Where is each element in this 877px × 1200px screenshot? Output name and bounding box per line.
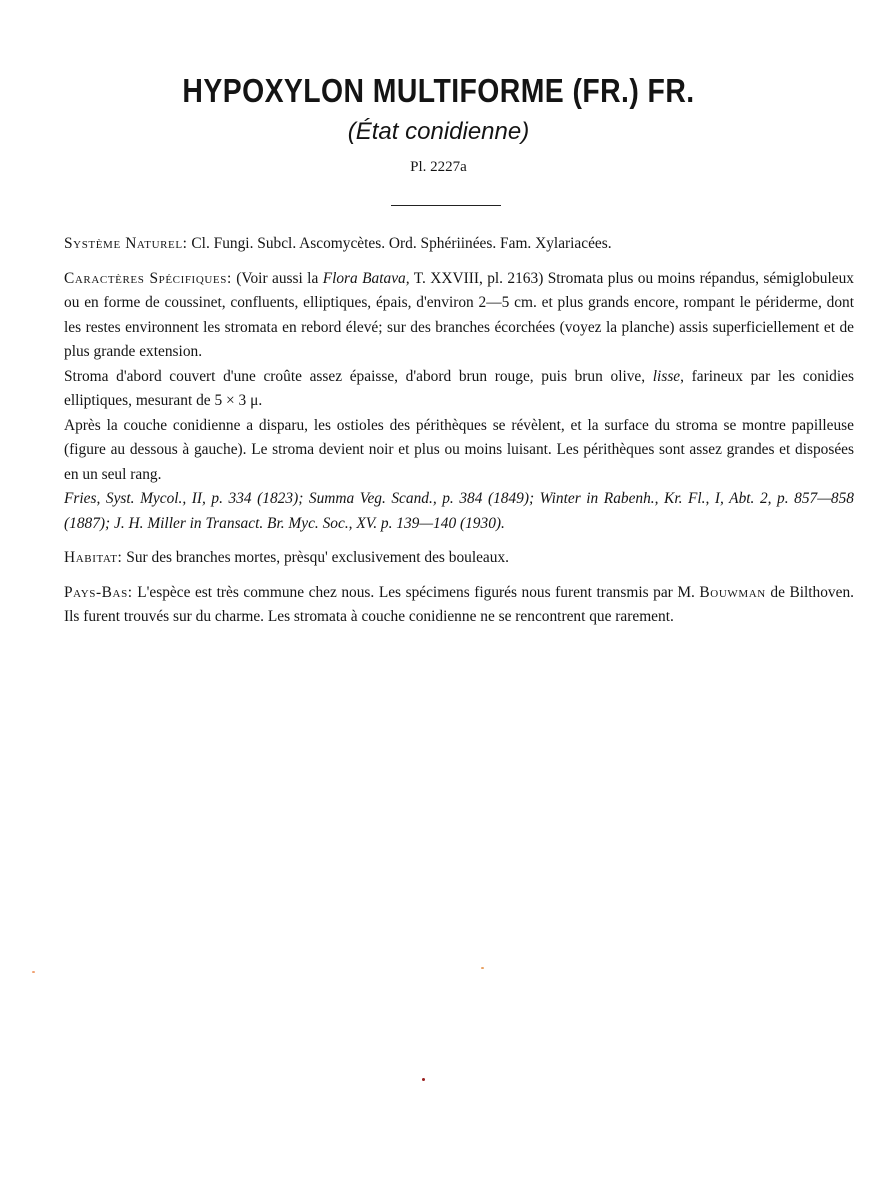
- state-subtitle: (État conidienne): [347, 118, 530, 145]
- paysbas-label: Pays-Bas:: [64, 583, 133, 601]
- caracteres-paragraph: [64, 267, 854, 365]
- title-divider: [391, 205, 501, 206]
- paysbas-text-b: de Bilthoven. Ils furent trouvés sur du charme. Les stromata à couche conidienne ne se rencontrent que rarement.: [64, 583, 855, 625]
- paper-speck: [481, 967, 484, 969]
- stroma-lisse: lisse: [652, 367, 681, 385]
- plate-number: Pl. 2227a: [410, 159, 467, 175]
- flora-batava-title: Flora Batava,: [322, 269, 410, 287]
- references-paragraph: Fries, Syst. Mycol., II, p. 334 (1823); Summa Veg. Scand., p. 384 (1849); Winter in Rabenh., Kr. Fl., I, Abt. 2, p. 857—858 (1887); J. H. Miller in Transact. Br. Myc. Soc., XV. p. 139—140 (1930).: [64, 490, 854, 532]
- stroma-text-b: , farineux par les conidies elliptiques, mesurant de 5 × 3 μ.: [64, 367, 854, 409]
- caracteres-label: Caractères Spécifiques:: [64, 269, 232, 287]
- description-body: [64, 232, 854, 630]
- habitat-paragraph: [64, 546, 854, 571]
- habitat-text: Sur des branches mortes, prèsqu' exclusivement des bouleaux.: [122, 549, 510, 566]
- paper-speck: [32, 971, 35, 973]
- paysbas-paragraph: [64, 581, 854, 630]
- paper-speck: [422, 1078, 425, 1081]
- systeme-label: Système Naturel:: [64, 235, 188, 252]
- stroma-text-a: Stroma d'abord couvert d'une croûte assez épaisse, d'abord brun rouge, puis brun olive,: [64, 367, 653, 385]
- species-title: HYPOXYLON MULTIFORME (FR.) FR.: [182, 72, 695, 109]
- systeme-text: Cl. Fungi. Subcl. Ascomycètes. Ord. Sphériinées. Fam. Xylariacées.: [187, 235, 612, 252]
- habitat-label: Habitat:: [64, 549, 123, 566]
- caracteres-text-b: T. XXVIII, pl. 2163) Stromata plus ou moins répandus, sémiglobuleux ou en forme de coussinet, confluents, elliptiques, épais, d'environ 2—5 cm. et plus grands encore, rompant le périderme, dont les restes environnent les stromata en rebord élevé; sur des branches écorchées (voyez la planche) assis superficiellement et de plus grande extension.: [64, 269, 854, 360]
- bouwman-name: Bouwman: [699, 583, 766, 601]
- apres-paragraph: Après la couche conidienne a disparu, les ostioles des périthèques se révèlent, et la surface du stroma se montre papilleuse (figure au dessous à gauche). Le stroma devient noir et plus ou moins luisant. Les périthèques sont assez grandes et disposées en un seul rang.: [64, 416, 854, 483]
- paysbas-text-a: L'espèce est très commune chez nous. Les spécimens figurés nous furent transmis par M.: [132, 583, 700, 601]
- stroma-paragraph: [64, 365, 854, 414]
- systeme-paragraph: [64, 232, 854, 257]
- caracteres-text-a: (Voir aussi la: [231, 269, 323, 287]
